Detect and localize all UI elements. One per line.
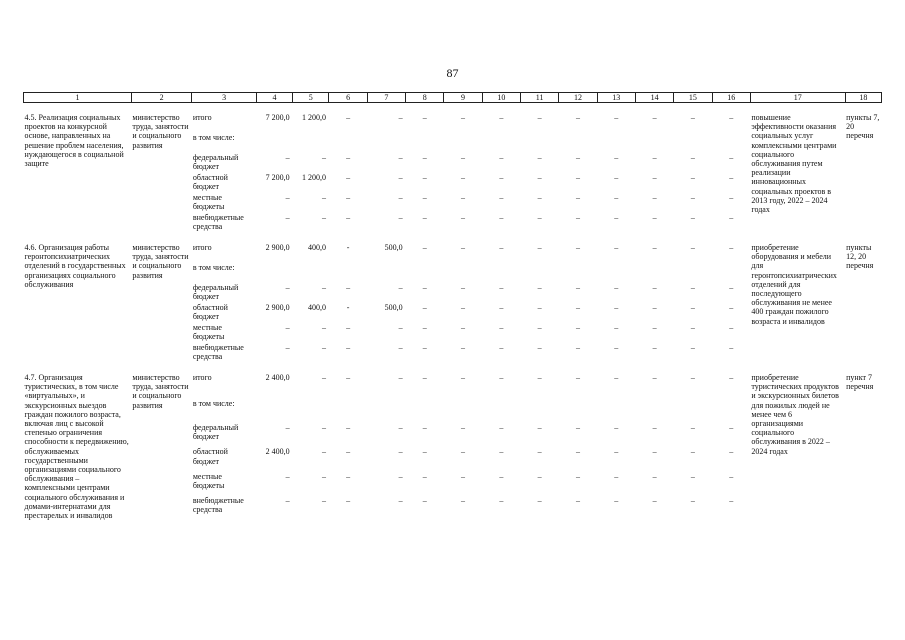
- amount-cell: –: [398, 213, 403, 222]
- amount-cell: –: [398, 193, 403, 202]
- amount-cell: [597, 263, 635, 283]
- amount-cell: [367, 399, 405, 423]
- amount-cell: –: [499, 243, 504, 252]
- amount-cell: –: [614, 213, 619, 222]
- funding-source-label: в том числе:: [192, 133, 235, 142]
- funding-source-label: федеральный бюджет: [192, 423, 239, 442]
- amount-cell: –: [499, 423, 504, 433]
- amount-cell: –: [346, 153, 351, 162]
- amount-cell: 2 900,0: [265, 303, 290, 312]
- amount-cell: –: [690, 303, 695, 312]
- amount-cell: –: [461, 153, 466, 162]
- amount-cell: –: [614, 193, 619, 202]
- expected-result: повышение эффективности оказания социальных услуг комплексными центрами социального обслуживания путем реализации инновационных социальных проектов в 2013 году, 2022 – 2024 годах: [751, 113, 837, 215]
- amount-cell: –: [575, 323, 580, 332]
- table-row: [24, 235, 882, 263]
- amount-cell: –: [346, 113, 351, 122]
- table-body: [24, 103, 882, 521]
- amount-cell: –: [652, 173, 657, 182]
- amount-cell: [293, 399, 329, 423]
- funding-source-label: в том числе:: [192, 398, 235, 408]
- expected-result: приобретение оборудования и мебели для геронтопсихиатрических отделений для последующего обслуживания не менее 400 граждан пожилого возраста и инвалидов: [751, 243, 837, 326]
- amount-cell: –: [398, 423, 403, 433]
- amount-cell: [293, 263, 329, 283]
- amount-cell: –: [499, 323, 504, 332]
- funding-source-label: областной бюджет: [192, 173, 228, 192]
- amount-cell: –: [461, 323, 466, 332]
- amount-cell: –: [729, 243, 734, 252]
- amount-cell: –: [422, 343, 427, 352]
- amount-cell: [597, 399, 635, 423]
- table-row: [24, 365, 882, 399]
- amount-cell: –: [652, 373, 657, 382]
- amount-cell: –: [537, 113, 542, 122]
- amount-cell: [329, 133, 367, 153]
- amount-cell: –: [346, 283, 351, 292]
- funding-source-label: областной бюджет: [192, 303, 228, 322]
- amount-cell: –: [346, 323, 351, 332]
- amount-cell: –: [461, 343, 466, 352]
- amount-cell: 7 200,0: [265, 113, 290, 122]
- amount-cell: –: [422, 495, 427, 505]
- amount-cell: –: [321, 471, 326, 481]
- amount-cell: –: [652, 283, 657, 292]
- amount-cell: 2 400,0: [265, 373, 290, 382]
- funding-source-label: внебюджетные средства: [192, 213, 244, 232]
- amount-cell: –: [422, 153, 427, 162]
- amount-cell: –: [537, 373, 542, 382]
- amount-cell: 500,0: [384, 303, 403, 312]
- amount-cell: [674, 133, 712, 153]
- column-header-10: 10: [482, 93, 520, 103]
- amount-cell: –: [461, 447, 466, 457]
- amount-cell: –: [461, 173, 466, 182]
- amount-cell: –: [729, 213, 734, 222]
- amount-cell: -: [346, 243, 350, 252]
- amount-cell: –: [422, 113, 427, 122]
- amount-cell: –: [537, 447, 542, 457]
- amount-cell: –: [398, 113, 403, 122]
- amount-cell: –: [285, 471, 290, 481]
- amount-cell: –: [321, 343, 326, 352]
- amount-cell: –: [537, 303, 542, 312]
- amount-cell: [521, 133, 559, 153]
- amount-cell: [597, 133, 635, 153]
- amount-cell: [329, 263, 367, 283]
- amount-cell: –: [652, 213, 657, 222]
- amount-cell: –: [614, 423, 619, 433]
- amount-cell: –: [690, 113, 695, 122]
- amount-cell: –: [422, 423, 427, 433]
- amount-cell: –: [321, 153, 326, 162]
- amount-cell: –: [575, 303, 580, 312]
- amount-cell: –: [461, 423, 466, 433]
- column-header-6: 6: [329, 93, 367, 103]
- program-table: [23, 92, 882, 520]
- amount-cell: –: [537, 323, 542, 332]
- column-header-7: 7: [367, 93, 405, 103]
- amount-cell: –: [537, 343, 542, 352]
- amount-cell: –: [614, 283, 619, 292]
- amount-cell: –: [575, 213, 580, 222]
- amount-cell: –: [614, 447, 619, 457]
- amount-cell: [635, 263, 673, 283]
- amount-cell: –: [461, 471, 466, 481]
- amount-cell: –: [614, 373, 619, 382]
- column-header-3: 3: [192, 93, 257, 103]
- amount-cell: –: [729, 495, 734, 505]
- amount-cell: –: [422, 213, 427, 222]
- amount-cell: –: [499, 283, 504, 292]
- amount-cell: –: [398, 323, 403, 332]
- amount-cell: –: [461, 495, 466, 505]
- reference-cell: пункт 7 перечня: [846, 373, 874, 392]
- amount-cell: [521, 399, 559, 423]
- amount-cell: [406, 399, 444, 423]
- amount-cell: –: [499, 113, 504, 122]
- amount-cell: [712, 263, 750, 283]
- amount-cell: –: [346, 373, 351, 382]
- amount-cell: –: [422, 323, 427, 332]
- amount-cell: –: [461, 283, 466, 292]
- column-header-9: 9: [444, 93, 482, 103]
- amount-cell: –: [321, 283, 326, 292]
- amount-cell: –: [499, 173, 504, 182]
- amount-cell: [482, 133, 520, 153]
- column-header-4: 4: [256, 93, 292, 103]
- amount-cell: –: [398, 471, 403, 481]
- amount-cell: –: [614, 343, 619, 352]
- amount-cell: –: [690, 153, 695, 162]
- amount-cell: –: [398, 495, 403, 505]
- amount-cell: –: [652, 447, 657, 457]
- amount-cell: –: [652, 343, 657, 352]
- amount-cell: –: [321, 193, 326, 202]
- amount-cell: –: [690, 373, 695, 382]
- amount-cell: 400,0: [307, 243, 326, 252]
- amount-cell: –: [537, 153, 542, 162]
- amount-cell: –: [729, 423, 734, 433]
- amount-cell: –: [285, 193, 290, 202]
- amount-cell: [367, 133, 405, 153]
- amount-cell: –: [690, 193, 695, 202]
- funding-source-label: местные бюджеты: [192, 193, 225, 212]
- funding-source-label: внебюджетные средства: [192, 343, 244, 362]
- amount-cell: –: [729, 373, 734, 382]
- amount-cell: –: [614, 303, 619, 312]
- amount-cell: –: [461, 373, 466, 382]
- amount-cell: [674, 399, 712, 423]
- amount-cell: [635, 399, 673, 423]
- funding-source-label: итого: [192, 373, 212, 382]
- amount-cell: [444, 133, 482, 153]
- amount-cell: –: [652, 495, 657, 505]
- amount-cell: –: [422, 173, 427, 182]
- amount-cell: [559, 399, 597, 423]
- amount-cell: –: [575, 343, 580, 352]
- amount-cell: [367, 263, 405, 283]
- column-header-17: 17: [750, 93, 845, 103]
- amount-cell: –: [690, 447, 695, 457]
- amount-cell: [482, 399, 520, 423]
- amount-cell: –: [346, 343, 351, 352]
- amount-cell: –: [652, 243, 657, 252]
- reference-cell: пункты 12, 20 перечня: [846, 243, 874, 271]
- column-header-5: 5: [293, 93, 329, 103]
- amount-cell: –: [422, 283, 427, 292]
- amount-cell: –: [652, 113, 657, 122]
- page-number: 87: [446, 66, 459, 80]
- column-header-16: 16: [712, 93, 750, 103]
- amount-cell: –: [285, 283, 290, 292]
- amount-cell: –: [499, 373, 504, 382]
- amount-cell: –: [729, 447, 734, 457]
- amount-cell: –: [499, 153, 504, 162]
- amount-cell: [559, 263, 597, 283]
- amount-cell: [444, 399, 482, 423]
- funding-source-label: итого: [192, 243, 212, 252]
- amount-cell: –: [614, 495, 619, 505]
- amount-cell: –: [729, 283, 734, 292]
- measure-name: 4.6. Организация работы геронтопсихиатрических отделений в государственных организациях социального обслуживания: [24, 243, 126, 289]
- amount-cell: –: [575, 447, 580, 457]
- amount-cell: –: [422, 447, 427, 457]
- amount-cell: –: [614, 113, 619, 122]
- column-header-14: 14: [635, 93, 673, 103]
- amount-cell: –: [690, 213, 695, 222]
- amount-cell: –: [321, 323, 326, 332]
- amount-cell: –: [499, 495, 504, 505]
- amount-cell: –: [575, 193, 580, 202]
- amount-cell: –: [398, 373, 403, 382]
- amount-cell: –: [285, 423, 290, 433]
- amount-cell: –: [321, 213, 326, 222]
- amount-cell: [521, 263, 559, 283]
- amount-cell: –: [346, 447, 351, 457]
- column-header-1: 1: [24, 93, 132, 103]
- amount-cell: –: [398, 173, 403, 182]
- amount-cell: 2 400,0: [265, 447, 290, 457]
- amount-cell: –: [346, 471, 351, 481]
- amount-cell: –: [461, 243, 466, 252]
- amount-cell: –: [398, 343, 403, 352]
- amount-cell: –: [690, 343, 695, 352]
- amount-cell: [256, 263, 292, 283]
- amount-cell: –: [575, 283, 580, 292]
- amount-cell: -: [346, 303, 350, 312]
- amount-cell: [712, 399, 750, 423]
- amount-cell: –: [575, 495, 580, 505]
- amount-cell: –: [461, 213, 466, 222]
- amount-cell: –: [422, 471, 427, 481]
- amount-cell: –: [690, 495, 695, 505]
- amount-cell: –: [652, 303, 657, 312]
- expected-result: приобретение туристических продуктов и экскурсионных билетов для пожилых людей не менее чем 6 организациями социального обслуживания в 2022 – 2024 годах: [751, 373, 839, 456]
- amount-cell: –: [537, 471, 542, 481]
- funding-source-label: федеральный бюджет: [192, 283, 239, 302]
- amount-cell: –: [729, 113, 734, 122]
- amount-cell: –: [575, 423, 580, 433]
- amount-cell: –: [537, 213, 542, 222]
- amount-cell: –: [614, 173, 619, 182]
- amount-cell: [635, 133, 673, 153]
- amount-cell: –: [537, 495, 542, 505]
- amount-cell: –: [729, 471, 734, 481]
- amount-cell: –: [321, 495, 326, 505]
- amount-cell: –: [652, 193, 657, 202]
- amount-cell: –: [537, 283, 542, 292]
- amount-cell: –: [321, 447, 326, 457]
- executor-name: министерство труда, занятости и социального развития: [132, 243, 189, 280]
- amount-cell: –: [346, 193, 351, 202]
- amount-cell: –: [652, 323, 657, 332]
- amount-cell: –: [422, 193, 427, 202]
- amount-cell: –: [285, 495, 290, 505]
- amount-cell: –: [461, 113, 466, 122]
- amount-cell: [256, 399, 292, 423]
- amount-cell: –: [499, 343, 504, 352]
- amount-cell: –: [461, 303, 466, 312]
- amount-cell: –: [321, 373, 326, 382]
- amount-cell: –: [537, 243, 542, 252]
- amount-cell: –: [422, 373, 427, 382]
- amount-cell: 2 900,0: [265, 243, 290, 252]
- amount-cell: –: [729, 193, 734, 202]
- amount-cell: –: [346, 423, 351, 433]
- amount-cell: 1 200,0: [301, 113, 326, 122]
- amount-cell: –: [614, 323, 619, 332]
- amount-cell: 7 200,0: [265, 173, 290, 182]
- funding-source-label: областной бюджет: [192, 447, 228, 466]
- amount-cell: –: [398, 447, 403, 457]
- amount-cell: –: [575, 173, 580, 182]
- column-header-15: 15: [674, 93, 712, 103]
- amount-cell: [406, 133, 444, 153]
- amount-cell: 1 200,0: [301, 173, 326, 182]
- amount-cell: [329, 399, 367, 423]
- amount-cell: –: [346, 495, 351, 505]
- column-header-13: 13: [597, 93, 635, 103]
- amount-cell: –: [614, 243, 619, 252]
- measure-name: 4.7. Организация туристических, в том числе «виртуальных», и экскурсионных выездов граждан пожилого возраста, включая лиц с высокой степенью ограничения способности к передвижению, обслуживаемых государственными организациями социального обслуживания – комплексными центрами социального обслуживания и домами-интернатами для престарелых и инвалидов: [24, 373, 129, 521]
- amount-cell: –: [499, 193, 504, 202]
- amount-cell: –: [614, 471, 619, 481]
- amount-cell: [559, 133, 597, 153]
- amount-cell: –: [321, 423, 326, 433]
- amount-cell: –: [285, 153, 290, 162]
- amount-cell: –: [614, 153, 619, 162]
- amount-cell: –: [346, 173, 351, 182]
- amount-cell: –: [729, 173, 734, 182]
- amount-cell: –: [422, 243, 427, 252]
- amount-cell: –: [575, 153, 580, 162]
- funding-source-label: местные бюджеты: [192, 323, 225, 342]
- amount-cell: –: [422, 303, 427, 312]
- funding-source-label: в том числе:: [192, 263, 235, 272]
- amount-cell: –: [690, 283, 695, 292]
- amount-cell: –: [652, 423, 657, 433]
- amount-cell: –: [499, 471, 504, 481]
- amount-cell: –: [537, 193, 542, 202]
- funding-source-label: внебюджетные средства: [192, 495, 244, 515]
- amount-cell: –: [575, 471, 580, 481]
- table-row: [24, 105, 882, 133]
- measure-name: 4.5. Реализация социальных проектов на конкурсной основе, направленных на решение проблем населения, нуждающегося в социальной защите: [24, 113, 124, 169]
- funding-source-label: итого: [192, 113, 212, 122]
- amount-cell: –: [285, 323, 290, 332]
- amount-cell: –: [537, 173, 542, 182]
- column-header-18: 18: [845, 93, 881, 103]
- amount-cell: [674, 263, 712, 283]
- amount-cell: –: [398, 153, 403, 162]
- amount-cell: –: [461, 193, 466, 202]
- amount-cell: –: [690, 243, 695, 252]
- amount-cell: –: [537, 423, 542, 433]
- amount-cell: –: [575, 373, 580, 382]
- amount-cell: –: [690, 423, 695, 433]
- funding-source-label: местные бюджеты: [192, 471, 225, 490]
- amount-cell: –: [652, 471, 657, 481]
- amount-cell: –: [285, 213, 290, 222]
- reference-cell: пункты 7, 20 перечня: [846, 113, 880, 141]
- column-header-8: 8: [406, 93, 444, 103]
- amount-cell: –: [729, 303, 734, 312]
- amount-cell: [406, 263, 444, 283]
- executor-name: министерство труда, занятости и социального развития: [132, 113, 189, 150]
- amount-cell: –: [690, 173, 695, 182]
- amount-cell: –: [690, 471, 695, 481]
- amount-cell: –: [499, 447, 504, 457]
- amount-cell: [256, 133, 292, 153]
- amount-cell: –: [652, 153, 657, 162]
- amount-cell: [712, 133, 750, 153]
- column-header-2: 2: [131, 93, 191, 103]
- amount-cell: –: [285, 343, 290, 352]
- funding-source-label: федеральный бюджет: [192, 153, 239, 172]
- column-header-12: 12: [559, 93, 597, 103]
- column-number-row: [24, 93, 882, 103]
- amount-cell: –: [729, 323, 734, 332]
- amount-cell: 400,0: [307, 303, 326, 312]
- amount-cell: –: [729, 343, 734, 352]
- column-header-11: 11: [521, 93, 559, 103]
- amount-cell: [444, 263, 482, 283]
- amount-cell: –: [398, 283, 403, 292]
- executor-name: министерство труда, занятости и социального развития: [132, 373, 189, 410]
- amount-cell: –: [690, 323, 695, 332]
- amount-cell: –: [575, 113, 580, 122]
- amount-cell: –: [729, 153, 734, 162]
- amount-cell: –: [499, 213, 504, 222]
- amount-cell: –: [499, 303, 504, 312]
- amount-cell: [293, 133, 329, 153]
- amount-cell: 500,0: [384, 243, 403, 252]
- amount-cell: –: [575, 243, 580, 252]
- amount-cell: [482, 263, 520, 283]
- amount-cell: –: [346, 213, 351, 222]
